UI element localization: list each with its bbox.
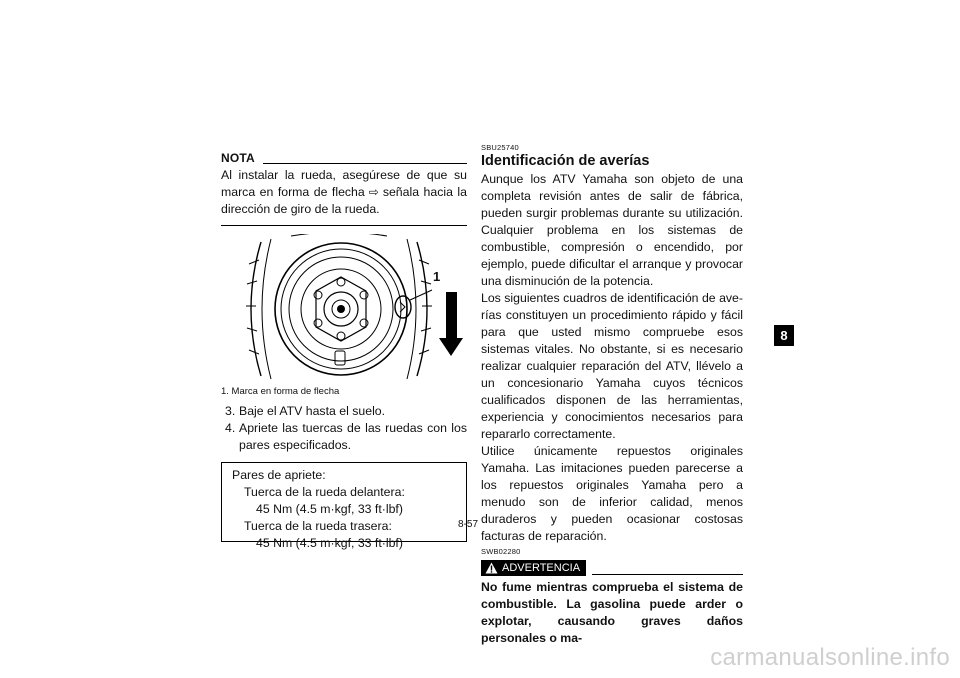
warning-code: SWB02280	[481, 547, 521, 556]
warning-text: No fume mientras comprueba el sistema de combustible. La gasolina puede arder o explotar, causando graves daños personales o ma-	[481, 580, 743, 645]
paragraph-1: Aunque los ATV Yamaha son objeto de una completa revisión antes de salir de fábrica, pueden surgir problemas durante su utilización. Cualquier problema en los sistemas de combustible, compresión o encendido, por ejemplo, puede dificultar el arranque y provocar una disminución de la potencia.	[481, 172, 743, 288]
page-number: 8-57	[458, 519, 479, 530]
torque-specs-box	[221, 462, 467, 550]
wheel-illustration	[221, 234, 467, 384]
paragraph-3: Utilice únicamente repuestos originales Yamaha. Las imitaciones pueden parecerse a los repuestos originales Yamaha pero a menudo son de inferior calidad, menos duraderos y pueden ocasionar costosas facturas de reparación.	[481, 444, 743, 543]
step-number: 3.	[225, 404, 236, 418]
section-title: Identificación de averías	[481, 153, 650, 169]
nota-bottom-rule	[221, 225, 467, 226]
list-item	[221, 420, 467, 454]
list-item	[221, 403, 467, 420]
torque-front-label: Tuerca de la rueda delantera:	[244, 485, 405, 499]
wheel-figure	[221, 234, 467, 384]
step-text: Apriete las tuercas de las ruedas con los pares especificados.	[239, 421, 467, 452]
torque-rear-value: 45 Nm (4.5 m·kgf, 33 ft·lbf)	[256, 536, 403, 550]
watermark: carmanualsonline.info	[710, 644, 950, 671]
torque-title: Pares de apriete:	[232, 468, 326, 482]
torque-front-value: 45 Nm (4.5 m·kgf, 33 ft·lbf)	[256, 502, 403, 516]
paragraph-2: Los siguientes cuadros de identificación de averías constituyen un procedimiento rápido y fácil para que usted mismo compruebe esos sistemas vitales. No obstante, si es necesario realizar cualquier reparación del ATV, llévelo a un concesionario Yamaha cuyos técnicos cualificados disponen de las herramientas, experiencia y conocimientos necesarios para repararlo correctamente.	[481, 291, 743, 441]
nota-text-part-1: Al instalar la rueda, asegúrese de que su marca en forma de flecha	[221, 168, 467, 199]
nota-text	[221, 167, 467, 218]
torque-rear-label: Tuerca de la rueda trasera:	[244, 519, 392, 533]
arrow-icon: ⇨	[368, 185, 379, 199]
step-number: 4.	[225, 421, 236, 435]
chapter-tab: 8	[774, 325, 794, 346]
warning-icon	[485, 562, 498, 574]
step-text: Baje el ATV hasta el suelo.	[239, 404, 386, 418]
left-column	[221, 150, 468, 550]
warning-label: ADVERTENCIA	[502, 562, 581, 574]
section-code: SBU25740	[481, 143, 519, 152]
warning-badge	[481, 560, 586, 576]
nota-rule	[263, 163, 467, 164]
figure-caption: 1. Marca en forma de flecha	[221, 386, 340, 397]
right-column	[481, 143, 743, 647]
nota-text-part-2: señala hacia la dirección de giro de la rueda.	[221, 185, 468, 216]
figure-callout-1: 1	[433, 269, 441, 284]
steps-list	[221, 403, 467, 454]
warning-rule	[592, 574, 743, 575]
nota-header	[221, 150, 467, 167]
nota-title: NOTA	[221, 151, 255, 165]
warning-header	[481, 558, 743, 576]
